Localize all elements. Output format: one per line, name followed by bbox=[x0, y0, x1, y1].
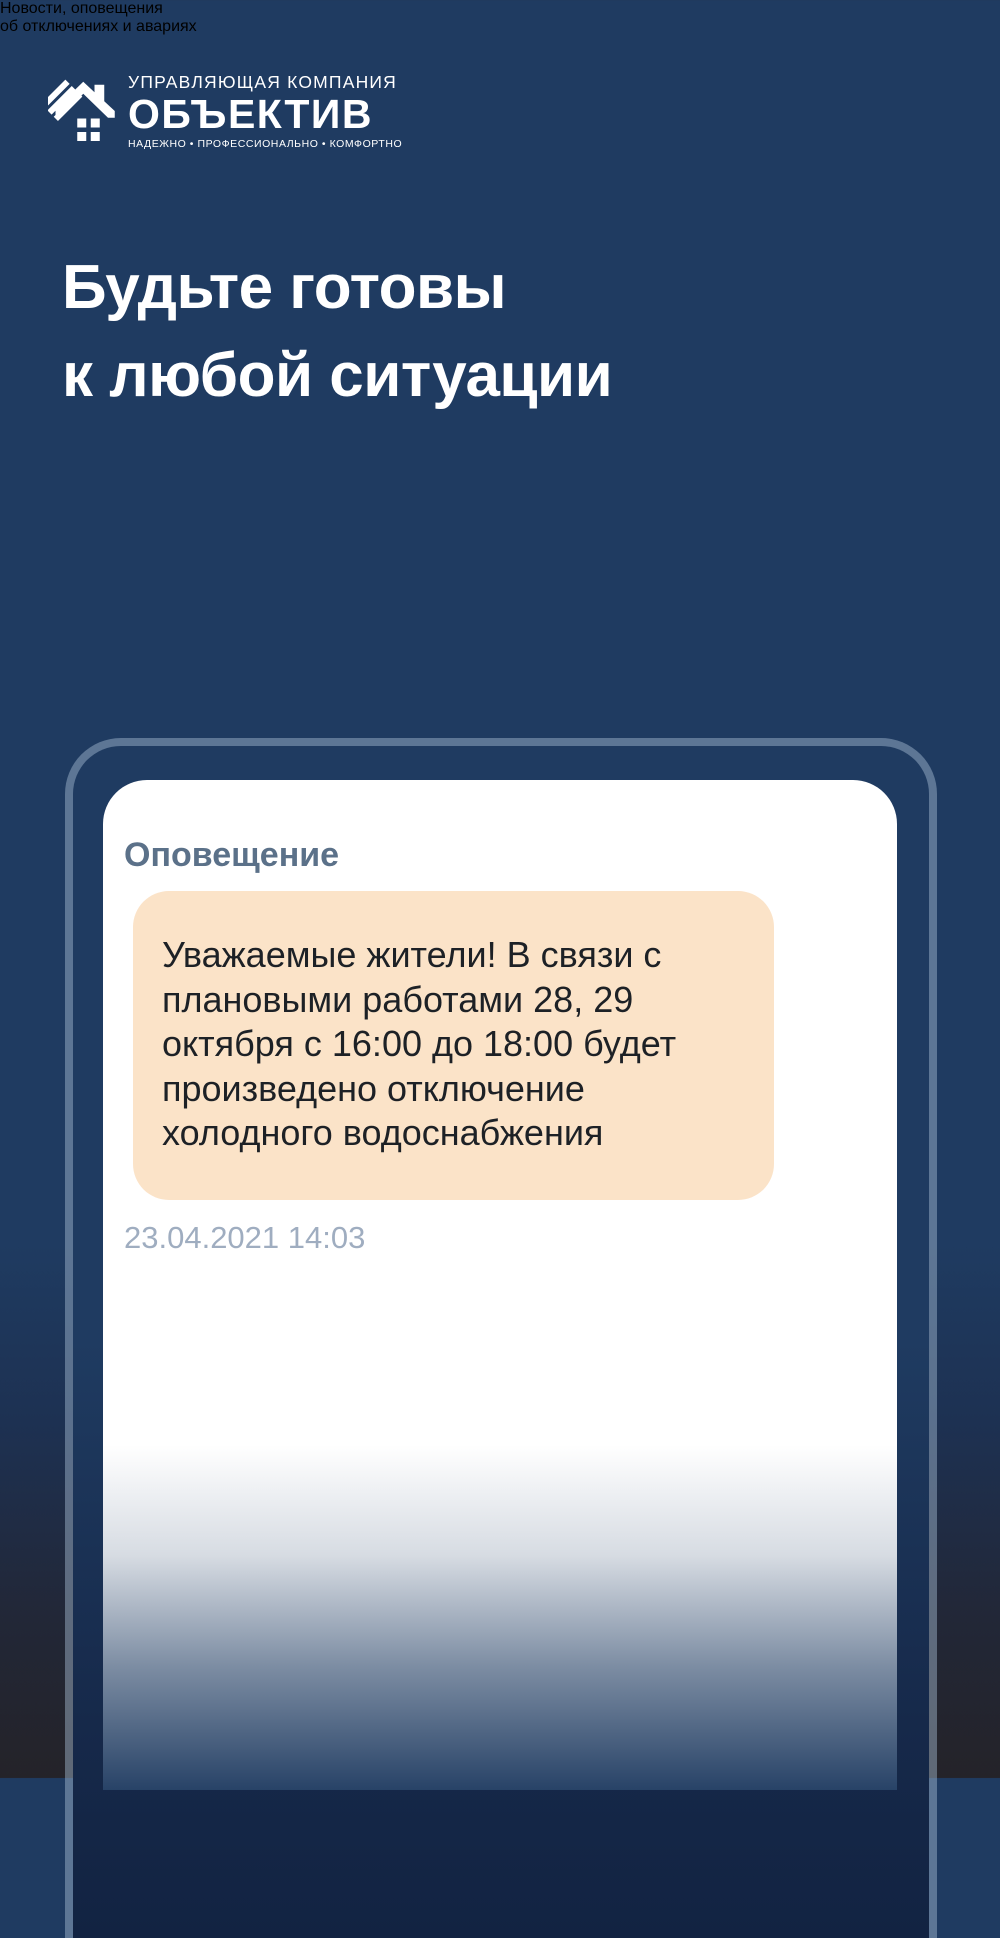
notification-message-bubble bbox=[133, 891, 774, 1200]
house-icon bbox=[48, 73, 120, 149]
hero-subtitle-line1: Новости, оповещения bbox=[0, 0, 163, 17]
logo-company-type: УПРАВЛЯЮЩАЯ КОМПАНИЯ bbox=[128, 72, 398, 92]
message-line: холодного водоснабжения bbox=[162, 1112, 604, 1153]
message-line: Уважаемые жители! В связи с bbox=[162, 934, 662, 975]
hero-title-line1: Будьте готовы bbox=[62, 253, 507, 322]
company-logo bbox=[48, 72, 402, 150]
logo-brand-name: ОБЪЕКТИВ bbox=[128, 91, 373, 137]
hero-subtitle-line2: об отключениях и авариях bbox=[0, 18, 197, 35]
message-line: октября с 16:00 до 18:00 будет bbox=[162, 1023, 677, 1064]
hero-title-line2: к любой ситуации bbox=[62, 341, 613, 410]
message-line: плановыми работами 28, 29 bbox=[162, 978, 634, 1020]
phone-mockup-frame bbox=[65, 738, 937, 1938]
message-line: произведено отключение bbox=[162, 1067, 585, 1109]
notification-screen-card bbox=[103, 780, 897, 1790]
logo-tagline: НАДЕЖНО • ПРОФЕССИОНАЛЬНО • КОМФОРТНО bbox=[128, 138, 403, 151]
notification-timestamp: 23.04.2021 14:03 bbox=[124, 1219, 366, 1255]
hero-title bbox=[62, 244, 612, 420]
notification-header: Оповещение bbox=[124, 836, 340, 874]
logo-text bbox=[128, 72, 402, 150]
